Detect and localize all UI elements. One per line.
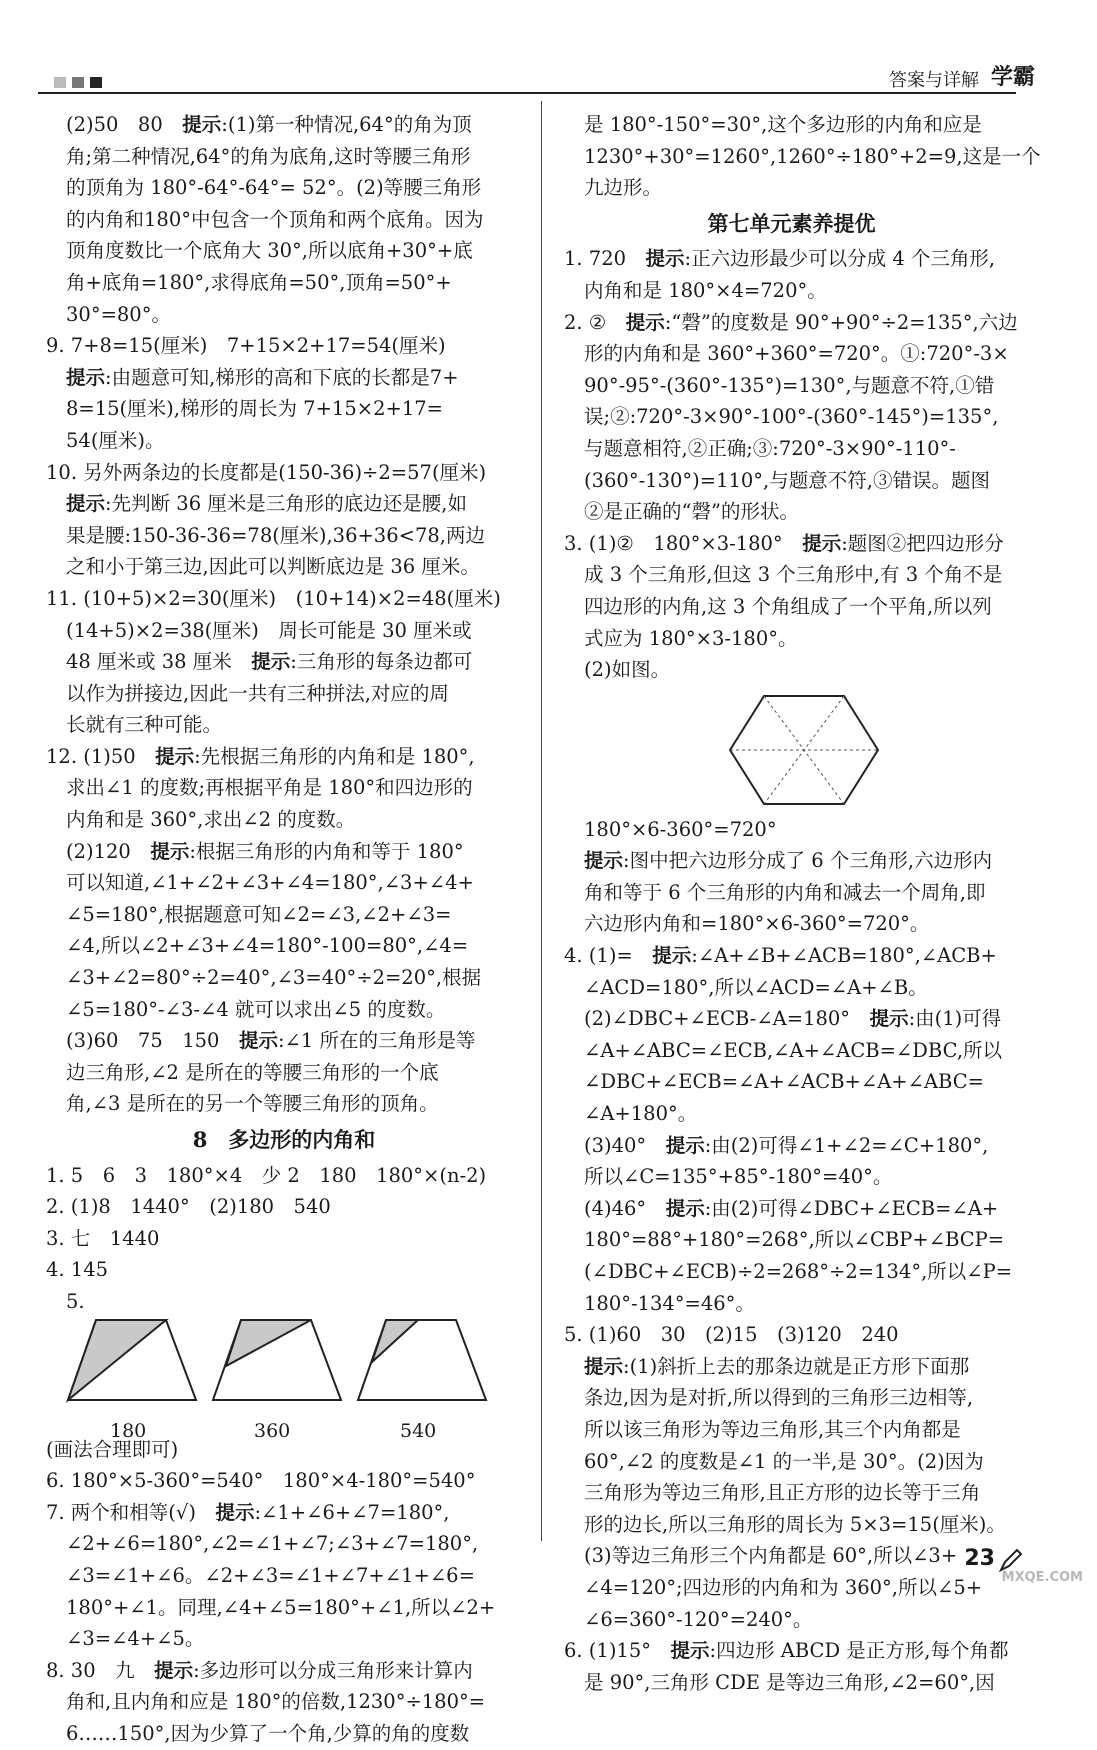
text-line: 54(厘米)。: [66, 428, 165, 452]
text-line: 求出∠1 的度数;再根据平角是 180°和四边形的: [66, 776, 473, 800]
text-line: 是 180°-150°=30°,这个多边形的内角和应是: [584, 113, 982, 136]
section-title-8: 8 多边形的内角和: [192, 1127, 376, 1152]
text-line: 90°-95°-(360°-135°)=130°,与题意不符,①错: [584, 373, 995, 397]
text-line: ∠3=∠4+∠5。: [66, 1627, 205, 1651]
text-line: 角+底角=180°,求得底角=50°,顶角=50°+: [66, 270, 452, 294]
text-line: ∠A+180°。: [584, 1102, 698, 1126]
trapezoid-figures: [46, 1318, 522, 1442]
text-line: ∠2+∠6=180°,∠2=∠1+∠7;∠3+∠7=180°,: [66, 1532, 479, 1556]
text-line: 7. 两个和相等(√) 提示:∠1+∠6+∠7=180°,: [46, 1500, 450, 1524]
text-line: 5. (1)60 30 (2)15 (3)120 240: [564, 1323, 899, 1347]
figure-label-3: 540: [400, 1419, 437, 1442]
text-line: 以作为拼接边,因此一共有三种拼法,对应的周: [66, 681, 449, 705]
text-line: 顶角度数比一个底角大 30°,所以底角+30°+底: [66, 239, 473, 263]
text-line: 9. 7+8=15(厘米) 7+15×2+17=54(厘米): [46, 334, 446, 358]
text-line: 8=15(厘米),梯形的周长为 7+15×2+17=: [66, 397, 443, 421]
text-line: 内角和是 360°,求出∠2 的度数。: [66, 808, 356, 832]
text-line: ∠DBC+∠ECB=∠A+∠ACB+∠A+∠ABC=: [584, 1070, 984, 1094]
text-line: 5.: [66, 1289, 85, 1313]
text-line: 式应为 180°×3-180°。: [584, 626, 798, 650]
text-line: (14+5)×2=38(厘米) 周长可能是 30 厘米或: [66, 618, 472, 642]
text-line: 6. (1)15° 提示:四边形 ABCD 是正方形,每个角都: [564, 1639, 1009, 1663]
text-line: 180°+∠1。同理,∠4+∠5=180°+∠1,所以∠2+: [66, 1595, 496, 1619]
right-column: [564, 109, 1041, 1698]
text-line: 之和小于第三边,因此可以判断底边是 36 厘米。: [66, 555, 480, 579]
text-line: 6……150°,因为少算了一个角,少算的角的度数: [66, 1721, 470, 1745]
text-line: (2)∠DBC+∠ECB-∠A=180° 提示:由(1)可得: [584, 1007, 1002, 1031]
text-line: (2)50 80 提示:(1)第一种情况,64°的角为顶: [66, 113, 472, 136]
text-line: 的顶角为 180°-64°-64°= 52°。(2)等腰三角形: [66, 176, 482, 200]
text-line: ∠5=180°,根据题意可知∠2=∠3,∠2+∠3=: [66, 902, 452, 926]
watermark: MXQE.COM: [1001, 1570, 1083, 1585]
text-line: 角和,且内角和应是 180°的倍数,1230°÷180°=: [66, 1690, 486, 1714]
text-line: (360°-130°)=110°,与题意不符,③错误。题图: [584, 468, 990, 492]
text-line: 1230°+30°=1260°,1260°÷180°+2=9,这是一个: [584, 144, 1041, 168]
header-square-2: [72, 77, 84, 88]
text-line: 形的内角和是 360°+360°=720°。①:720°-3×: [584, 342, 1009, 366]
text-line: 30°=80°。: [66, 302, 171, 326]
header-title: 答案与详解: [889, 70, 979, 91]
header-square-1: [54, 77, 66, 88]
right-block-a: [564, 109, 1041, 204]
text-line: 提示:由题意可知,梯形的高和下底的长都是7+: [66, 365, 459, 389]
left-block-d: [46, 1465, 522, 1749]
text-line: 四边形的内角,这 3 个角组成了一个平角,所以列: [584, 594, 992, 618]
text-line: 提示:先判断 36 厘米是三角形的底边还是腰,如: [66, 492, 467, 516]
header-rule: [38, 92, 1016, 94]
text-line: 180°-134°=46°。: [584, 1291, 755, 1315]
text-line: 2. ② 提示:“磬”的度数是 90°+90°÷2=135°,六边: [564, 310, 1018, 334]
text-line: 2. (1)8 1440° (2)180 540: [46, 1195, 331, 1219]
text-line: 8. 30 九 提示:多边形可以分成三角形来计算内: [46, 1658, 473, 1682]
page-number: 23: [964, 1546, 995, 1571]
trapezoid-3: [358, 1320, 486, 1400]
column-divider: [541, 101, 542, 1541]
text-line: 180°×6-360°=720°: [584, 817, 777, 841]
text-line: (2)如图。: [584, 658, 671, 682]
text-line: 1. 5 6 3 180°×4 少 2 180 180°×(n-2): [46, 1163, 487, 1187]
text-line: 角;第二种情况,64°的角为底角,这时等腰三角形: [66, 144, 471, 168]
text-line: 4. (1)= 提示:∠A+∠B+∠ACB=180°,∠ACB+: [564, 944, 997, 968]
text-line: (3)等边三角形三个内角都是 60°,所以∠3+: [584, 1544, 958, 1568]
hexagon-figure: [724, 690, 884, 810]
text-line: ∠5=180°-∠3-∠4 就可以求出∠5 的度数。: [66, 997, 446, 1021]
figure-label-1: 180: [110, 1419, 147, 1442]
text-line: 三角形为等边三角形,且正方形的边长等于三角: [584, 1481, 981, 1505]
text-line: 所以该三角形为等边三角形,其三个内角都是: [584, 1417, 961, 1441]
left-block-c: [46, 1160, 522, 1318]
text-line: 九边形。: [584, 176, 663, 200]
trapezoid-1: [68, 1320, 196, 1400]
text-line: 与题意相符,②正确;③:720°-3×90°-110°-: [584, 436, 956, 460]
text-line: 12. (1)50 提示:先根据三角形的内角和是 180°,: [46, 744, 475, 768]
text-line: ∠ACD=180°,所以∠ACD=∠A+∠B。: [584, 975, 928, 999]
text-line: (2)120 提示:根据三角形的内角和等于 180°: [66, 839, 464, 863]
figure-note: (画法合理即可): [46, 1437, 179, 1461]
text-line: ∠6=360°-120°=240°。: [584, 1607, 813, 1631]
text-line: ∠3=∠1+∠6。∠2+∠3=∠1+∠7+∠1+∠6=: [66, 1563, 475, 1587]
right-block-b: [564, 243, 1019, 685]
section-title-unit7: 第七单元素养提优: [707, 210, 876, 236]
text-line: 所以∠C=135°+85°-180°=40°。: [584, 1165, 893, 1189]
text-line: 48 厘米或 38 厘米 提示:三角形的每条边都可: [66, 650, 473, 674]
text-line: 六边形内角和=180°×6-360°=720°。: [584, 912, 930, 936]
text-line: (4)46° 提示:由(2)可得∠DBC+∠ECB=∠A+: [584, 1196, 999, 1220]
text-line: 60°,∠2 的度数是∠1 的一半,是 30°。(2)因为: [584, 1449, 984, 1473]
text-line: 6. 180°×5-360°=540° 180°×4-180°=540°: [46, 1469, 476, 1493]
header-square-3: [90, 77, 102, 88]
text-line: 1. 720 提示:正六边形最少可以分成 4 个三角形,: [564, 247, 996, 271]
figure-label-2: 360: [254, 1419, 291, 1442]
hexagon-figure-wrap: [564, 686, 1019, 814]
text-line: 的内角和180°中包含一个顶角和两个底角。因为: [66, 207, 484, 231]
text-line: 果是腰:150-36-36=78(厘米),36+36<78,两边: [66, 523, 485, 547]
left-column: [46, 109, 522, 1750]
text-line: ②是正确的“磬”的形状。: [584, 500, 799, 524]
text-line: ∠4=120°;四边形的内角和为 360°,所以∠5+: [584, 1575, 983, 1599]
text-line: (3)40° 提示:由(2)可得∠1+∠2=∠C+180°,: [584, 1133, 989, 1157]
text-line: 角和等于 6 个三角形的内角和减去一个周角,即: [584, 880, 986, 904]
text-line: 11. (10+5)×2=30(厘米) (10+14)×2=48(厘米): [46, 586, 501, 610]
text-line: 3. (1)② 180°×3-180° 提示:题图②把四边形分: [564, 531, 1004, 555]
text-line: (3)60 75 150 提示:∠1 所在的三角形是等: [66, 1029, 476, 1053]
text-line: 10. 另外两条边的长度都是(150-36)÷2=57(厘米): [46, 460, 487, 484]
text-line: 180°=88°+180°=268°,所以∠CBP+∠BCP=: [584, 1228, 1005, 1252]
text-line: ∠4,所以∠2+∠3+∠4=180°-100=80°,∠4=: [66, 934, 469, 958]
text-line: 是 90°,三角形 CDE 是等边三角形,∠2=60°,因: [584, 1670, 995, 1694]
text-line: 误;②:720°-3×90°-100°-(360°-145°)=135°,: [584, 405, 999, 429]
text-line: 3. 七 1440: [46, 1226, 160, 1250]
text-line: 形的边长,所以三角形的周长为 5×3=15(厘米)。: [584, 1512, 1006, 1536]
text-line: 边三角形,∠2 是所在的等腰三角形的一个底: [66, 1060, 439, 1084]
text-line: (∠DBC+∠ECB)÷2=268°÷2=134°,所以∠P=: [584, 1260, 1013, 1283]
text-line: 角,∠3 是所在的另一个等腰三角形的顶角。: [66, 1092, 439, 1116]
trapezoid-figure-set: [46, 1316, 522, 1416]
trapezoid-2: [213, 1320, 341, 1400]
text-line: 条边,因为是对折,所以得到的三角形三边相等,: [584, 1386, 974, 1410]
text-line: 4. 145: [46, 1258, 109, 1282]
text-line: ∠A+∠ABC=∠ECB,∠A+∠ACB=∠DBC,所以: [584, 1038, 1003, 1062]
text-line: 提示:图中把六边形分成了 6 个三角形,六边形内: [584, 849, 993, 873]
left-block-a: [46, 109, 522, 330]
right-block-c: [564, 814, 1019, 1699]
brand-logo: 学霸: [990, 65, 1035, 90]
left-block-b: [46, 330, 522, 1120]
text-line: 长就有三种可能。: [66, 713, 223, 737]
text-line: 成 3 个三角形,但这 3 个三角形中,有 3 个角不是: [584, 563, 1003, 587]
text-line: ∠3+∠2=80°÷2=40°,∠3=40°÷2=20°,根据: [66, 966, 482, 990]
text-line: 可以知道,∠1+∠2+∠3+∠4=180°,∠3+∠4+: [66, 871, 474, 895]
text-line: 内角和是 180°×4=720°。: [584, 278, 827, 302]
text-line: 提示:(1)斜折上去的那条边就是正方形下面那: [584, 1354, 970, 1378]
